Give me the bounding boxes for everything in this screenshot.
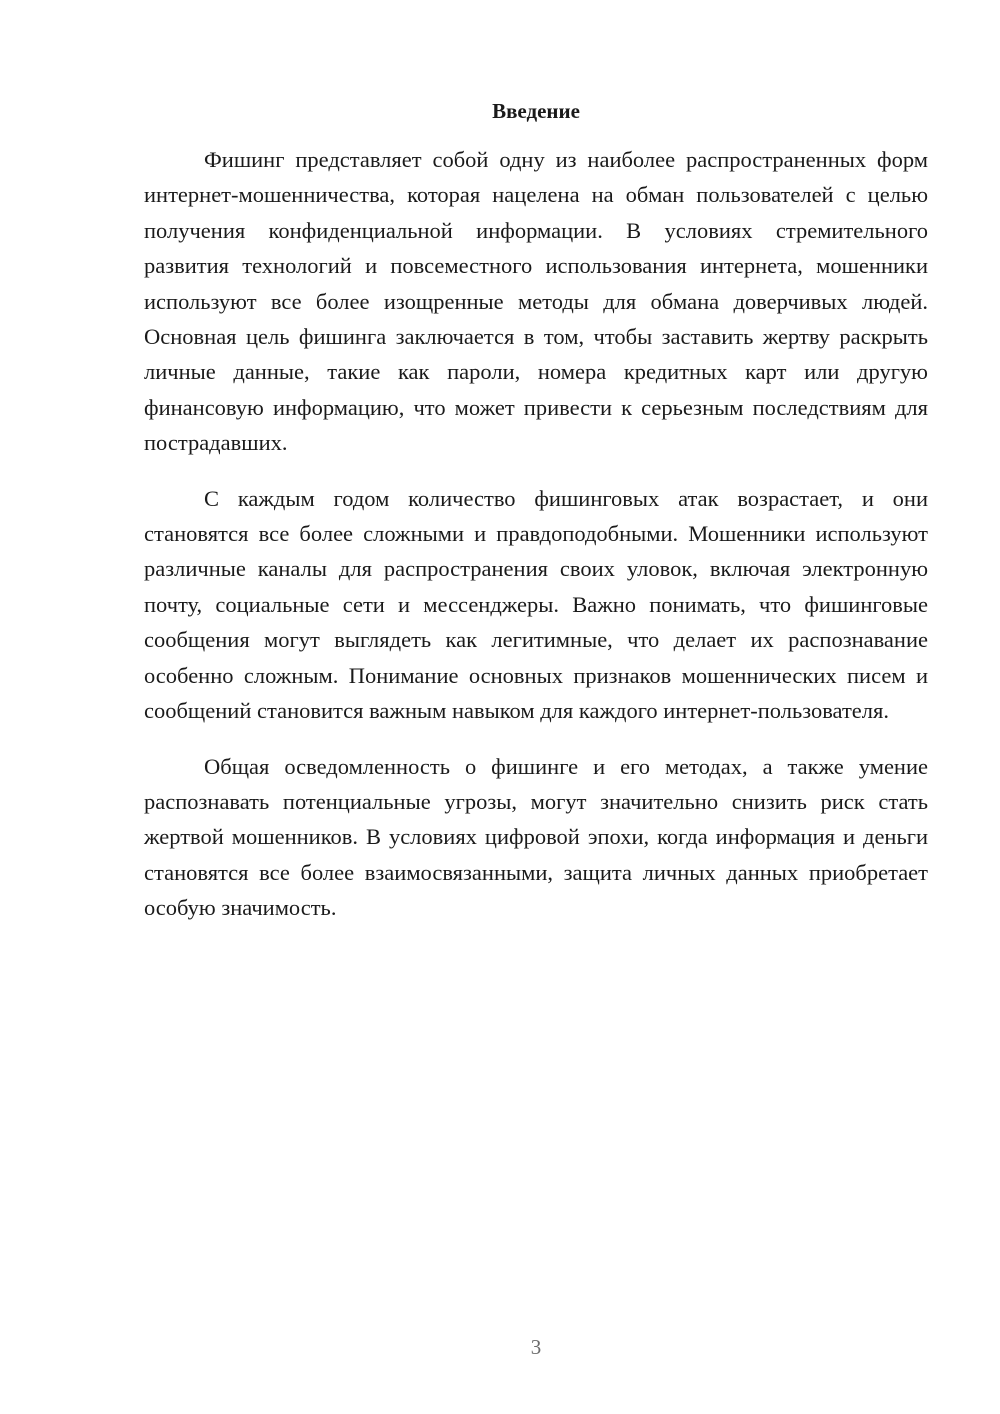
body-text <box>144 142 928 946</box>
page-number: 3 <box>530 1335 542 1359</box>
paragraph-1: Фишинг представляет собой одну из наиболее распространенных форм интернет-мошенничества, которая нацелена на обман пользователей с целью получения конфиденциальной информации. В условиях стремительного развития технологий и повсеместного использования интернета, мошенники используют все более изощренные методы для обмана доверчивых людей. Основная цель фишинга заключается в том, чтобы заставить жертву раскрыть личные данные, такие как пароли, номера кредитных карт или другую финансовую информацию, что может привести к серьезным последствиям для пострадавших. <box>144 147 928 456</box>
section-heading: Введение <box>492 99 580 123</box>
paragraph-3: Общая осведомленность о фишинге и его методах, а также умение распознавать потенциальные угрозы, могут значительно снизить риск стать жертвой мошенников. В условиях цифровой эпохи, когда информация и деньги становятся все более взаимосвязанными, защита личных данных приобретает особую значимость. <box>144 753 928 921</box>
paragraph-2: С каждым годом количество фишинговых атак возрастает, и они становятся все более сложными и правдоподобными. Мошенники используют различные каналы для распространения своих уловок, включая электронную почту, социальные сети и мессенджеры. Важно понимать, что фишинговые сообщения могут выглядеть как легитимные, что делает их распознавание особенно сложным. Понимание основных признаков мошеннических писем и сообщений становится важным навыком для каждого интернет-пользователя. <box>144 485 928 724</box>
